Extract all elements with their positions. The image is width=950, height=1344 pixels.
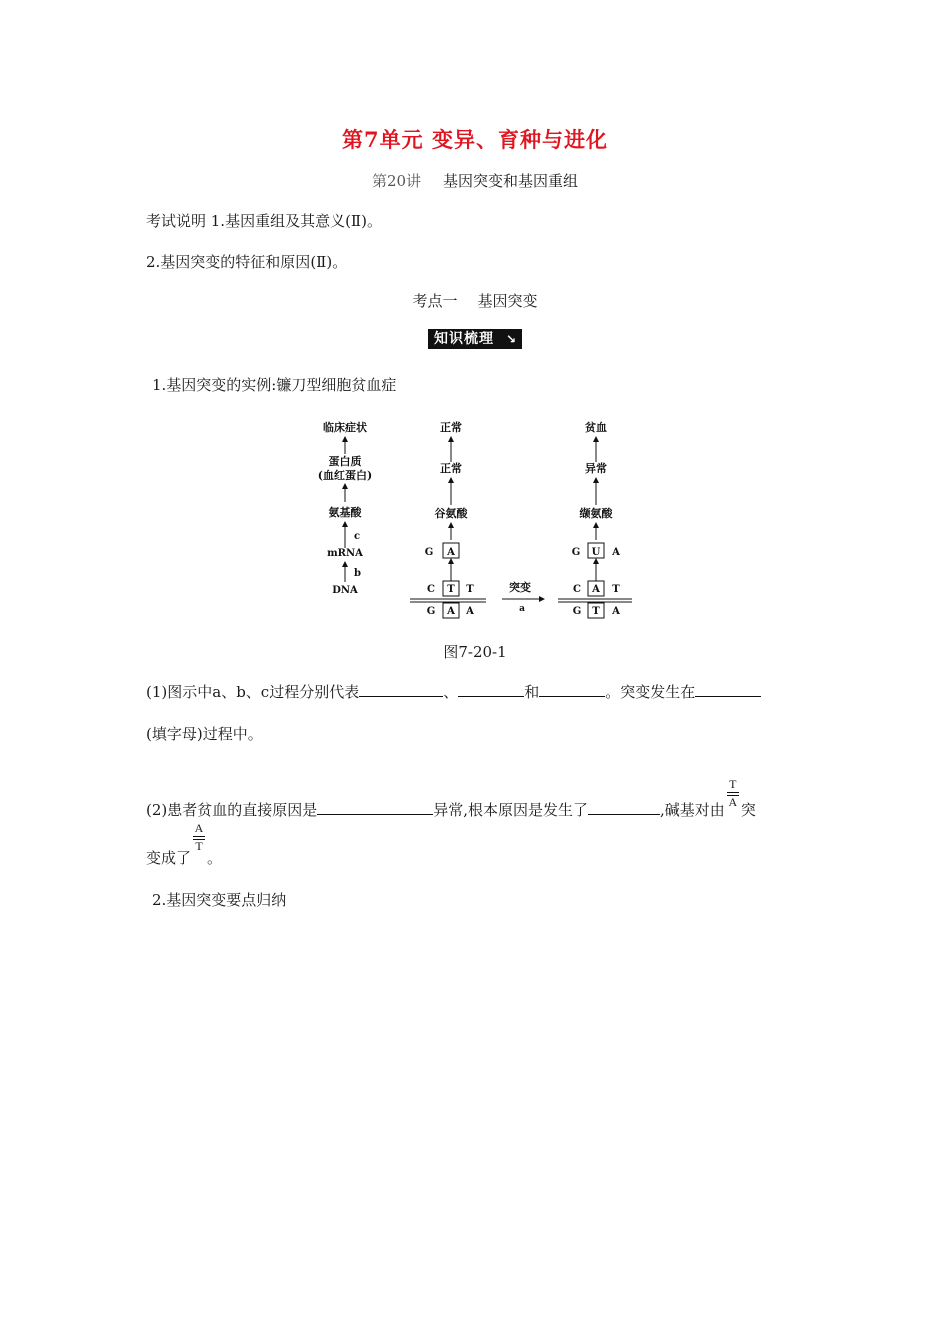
clinical-symptom-label: 临床症状 bbox=[323, 421, 367, 434]
mrna-base: G bbox=[571, 547, 581, 558]
mrna-base: G bbox=[424, 547, 434, 558]
exam-note-line2: 2.基因突变的特征和原因(Ⅱ)。 bbox=[146, 253, 348, 271]
q1-separator: 和 bbox=[524, 683, 540, 701]
section-title: 基因突变 bbox=[477, 292, 538, 310]
mutation-label: 突变 bbox=[509, 581, 531, 594]
dna-base: G bbox=[572, 606, 582, 617]
mrna-label: mRNA bbox=[327, 548, 363, 559]
q2-text: 变成了 bbox=[146, 849, 192, 867]
q1-text: 。突变发生在 bbox=[605, 683, 696, 701]
process-c-label: c bbox=[354, 531, 361, 542]
arrow-down-right-icon: ↘ bbox=[505, 332, 517, 346]
base-pair-top: A bbox=[194, 821, 204, 835]
glutamic-acid-label: 谷氨酸 bbox=[434, 507, 468, 520]
process-a-label: a bbox=[519, 604, 525, 614]
dna-base: A bbox=[466, 606, 474, 617]
figure-caption: 图7-20-1 bbox=[443, 643, 507, 661]
answer-blank[interactable] bbox=[317, 800, 433, 815]
dna-base: C bbox=[427, 584, 435, 595]
answer-blank[interactable] bbox=[695, 682, 761, 697]
q2-text: ,碱基对由 bbox=[660, 801, 725, 819]
hemoglobin-label: (血红蛋白) bbox=[317, 469, 373, 482]
normal-symptom-label: 正常 bbox=[440, 421, 462, 434]
section-label: 考点一 bbox=[412, 292, 458, 310]
question-2-line2 bbox=[146, 821, 223, 868]
base-pair-bottom: A bbox=[728, 795, 738, 809]
q1-separator: 、 bbox=[443, 683, 459, 701]
exam-note-line1: 考试说明 1.基因重组及其意义(Ⅱ)。 bbox=[146, 212, 382, 230]
base-pair-ta bbox=[725, 777, 741, 815]
valine-label: 缬氨酸 bbox=[579, 507, 613, 520]
dna-base: C bbox=[573, 584, 581, 595]
mrna-base: A bbox=[447, 547, 455, 558]
lecture-number: 第20讲 bbox=[371, 172, 422, 190]
amino-acid-label: 氨基酸 bbox=[328, 506, 362, 519]
lecture-title: 基因突变和基因重组 bbox=[443, 172, 579, 190]
base-pair-at bbox=[191, 821, 207, 863]
section-heading bbox=[0, 290, 950, 311]
dna-base: A bbox=[612, 606, 620, 617]
answer-blank[interactable] bbox=[359, 682, 443, 697]
answer-blank[interactable] bbox=[458, 682, 524, 697]
mrna-base: A bbox=[612, 547, 620, 558]
q2-text: 。 bbox=[207, 849, 223, 867]
answer-blank[interactable] bbox=[588, 800, 660, 815]
anemia-label: 贫血 bbox=[585, 421, 607, 434]
badge-text: 知识梳理 bbox=[434, 331, 494, 347]
dna-base: A bbox=[447, 606, 455, 617]
item1-heading: 1.基因突变的实例:镰刀型细胞贫血症 bbox=[152, 376, 397, 394]
lecture-heading bbox=[0, 170, 950, 191]
dna-base: T bbox=[466, 584, 474, 595]
item2-heading: 2.基因突变要点归纳 bbox=[152, 891, 287, 909]
answer-blank[interactable] bbox=[539, 682, 605, 697]
base-pair-top: T bbox=[729, 777, 737, 791]
dna-base: T bbox=[447, 584, 455, 595]
abnormal-protein-label: 异常 bbox=[585, 462, 607, 475]
question-1-line2: (填字母)过程中。 bbox=[146, 725, 263, 743]
dna-label: DNA bbox=[332, 585, 358, 596]
dna-base: T bbox=[592, 606, 600, 617]
question-2-line1 bbox=[146, 777, 756, 820]
mrna-base: U bbox=[591, 547, 601, 558]
pair-bar bbox=[193, 836, 205, 837]
q2-text: (2)患者贫血的直接原因是 bbox=[146, 801, 318, 819]
question-1-line1 bbox=[146, 681, 761, 702]
pair-bar bbox=[727, 792, 739, 793]
process-b-label: b bbox=[354, 568, 361, 579]
normal-protein-label: 正常 bbox=[440, 462, 462, 475]
base-pair-bottom: T bbox=[195, 839, 203, 853]
dna-base: G bbox=[426, 606, 436, 617]
q2-text: 突 bbox=[740, 801, 756, 819]
q1-text: (1)图示中a、b、c过程分别代表 bbox=[146, 683, 360, 701]
protein-label: 蛋白质 bbox=[328, 455, 362, 468]
knowledge-badge bbox=[428, 329, 522, 349]
unit-title: 第7单元 变异、育种与进化 bbox=[342, 127, 608, 152]
dna-base: T bbox=[612, 584, 620, 595]
q2-text: 异常,根本原因是发生了 bbox=[433, 801, 589, 819]
dna-base: A bbox=[592, 584, 600, 595]
sickle-cell-diagram bbox=[300, 410, 650, 625]
